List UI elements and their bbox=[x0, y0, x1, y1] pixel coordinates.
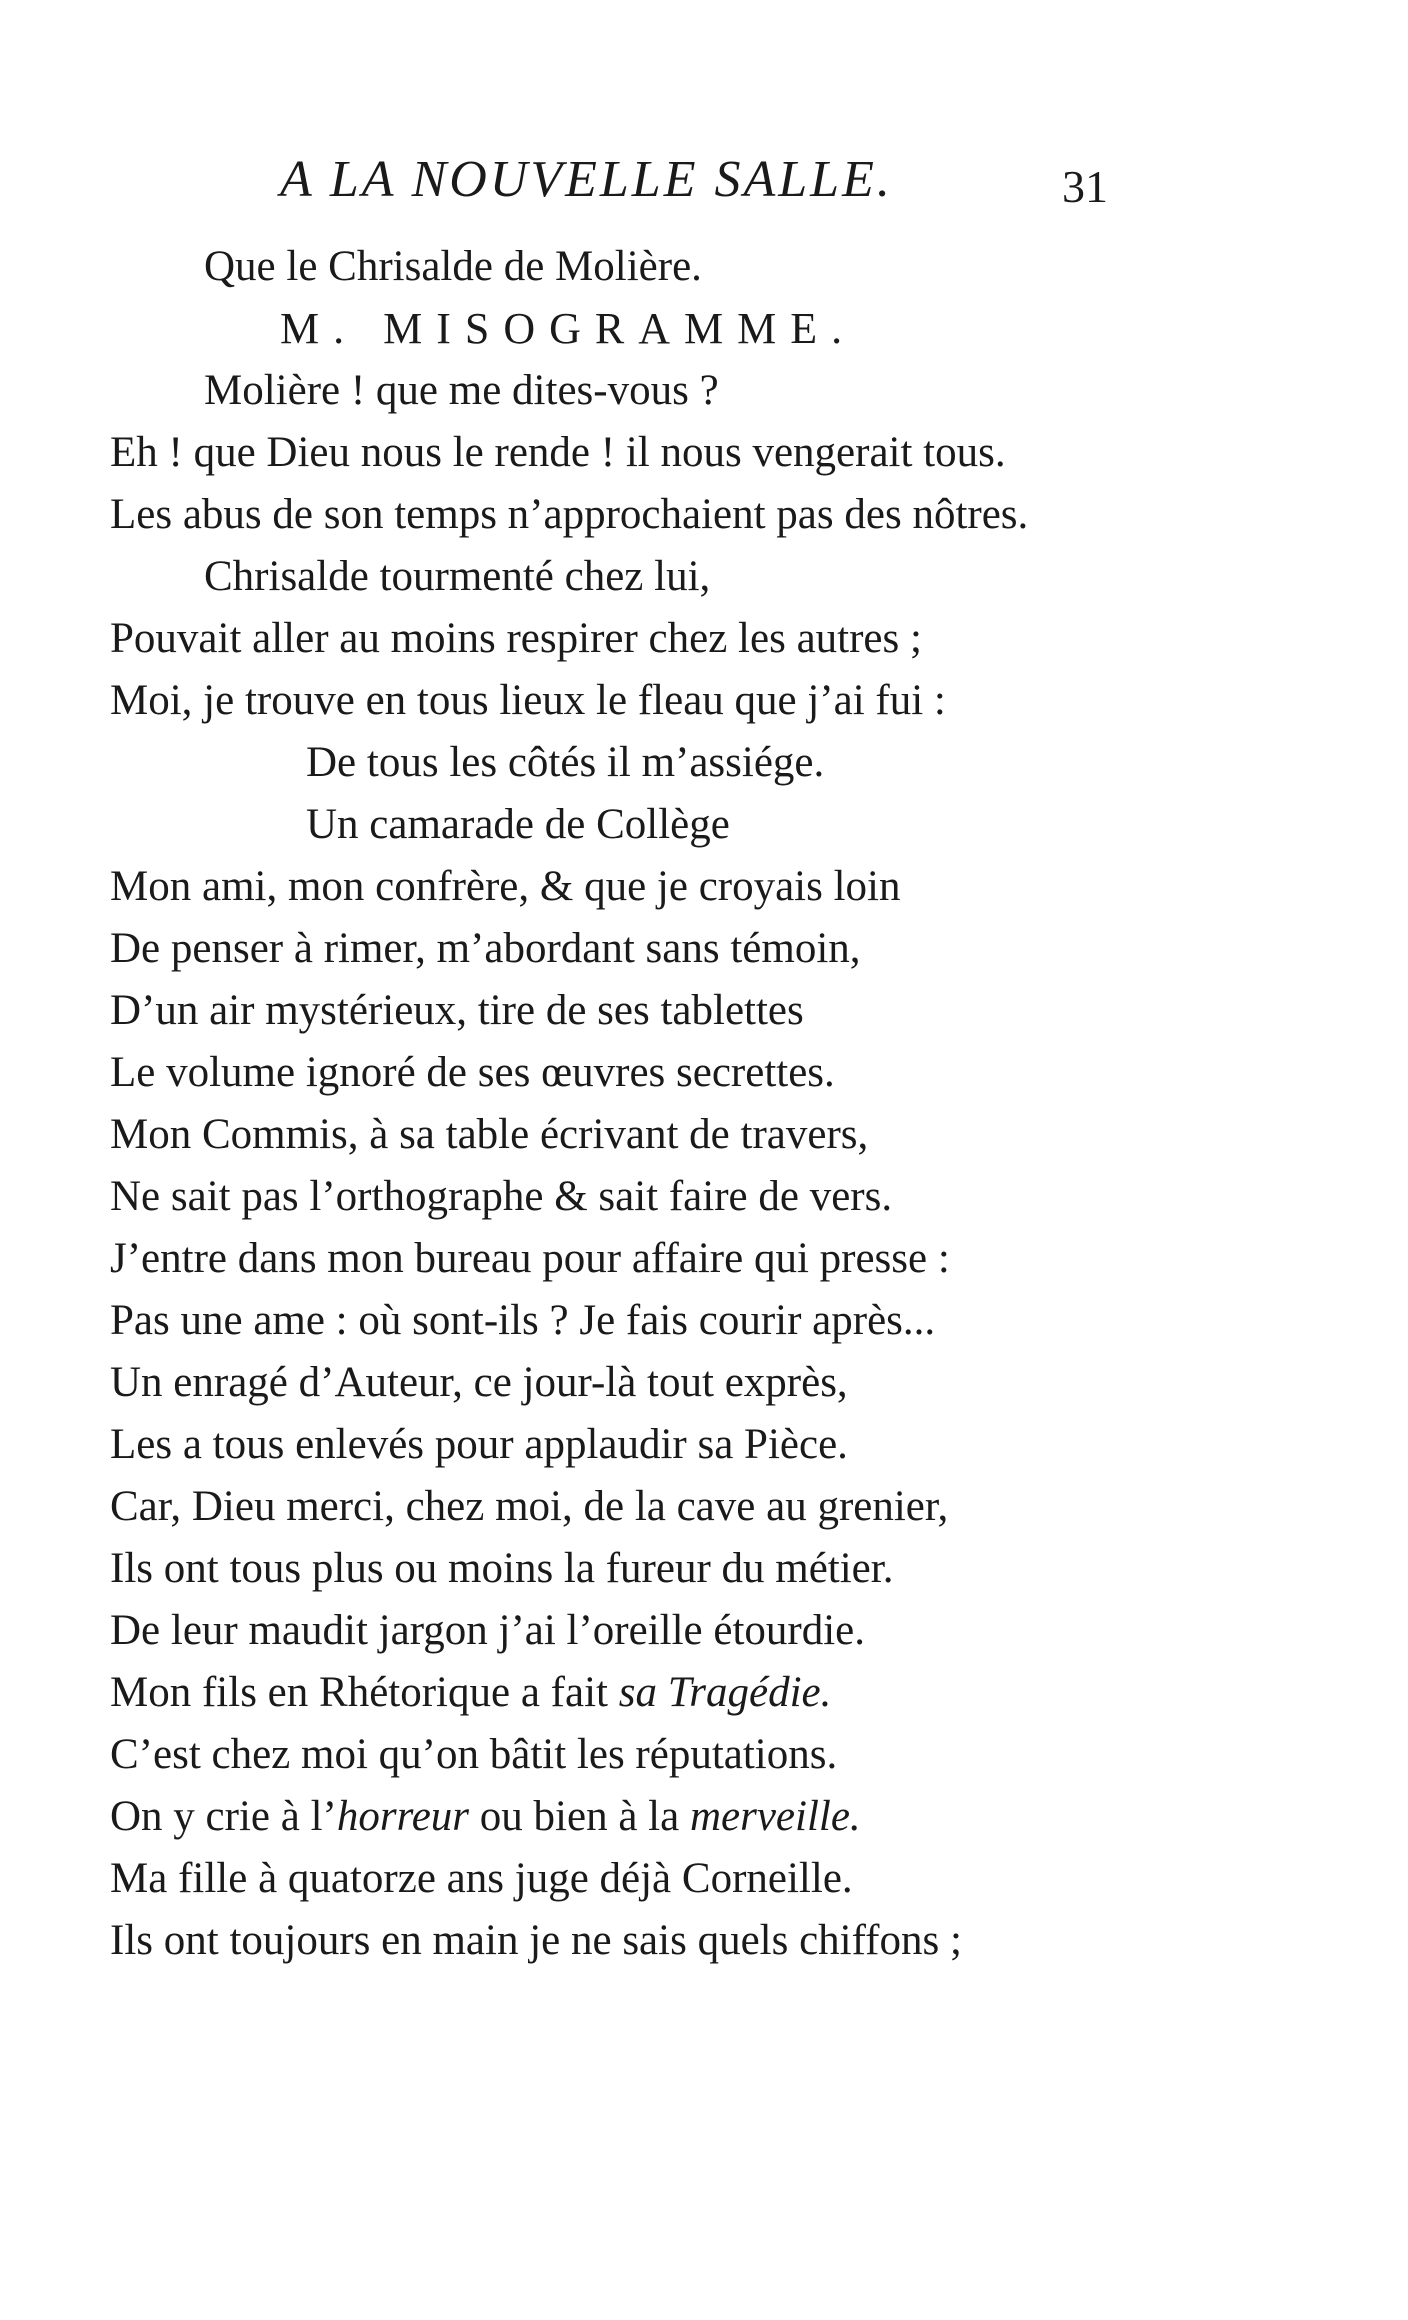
verse-line: Ils ont toujours en main je ne sais quels chiffons ; bbox=[110, 1917, 962, 1964]
page-number: 31 bbox=[1062, 161, 1108, 212]
verse-line: Chrisalde tourmenté chez lui, bbox=[204, 553, 711, 600]
verse-line: De penser à rimer, m’abordant sans témoin, bbox=[110, 925, 861, 972]
verse-line: Le volume ignoré de ses œuvres secrettes. bbox=[110, 1049, 835, 1096]
speaker-name: M. MISOGRAMME. bbox=[280, 304, 857, 353]
verse-line: Les abus de son temps n’approchaient pas des nôtres. bbox=[110, 491, 1029, 538]
verse-line: Eh ! que Dieu nous le rende ! il nous vengerait tous. bbox=[110, 429, 1006, 476]
verse-line: Que le Chrisalde de Molière. bbox=[204, 243, 702, 290]
verse-text-span: On y crie à l’ bbox=[110, 1793, 337, 1840]
verse-line: J’entre dans mon bureau pour affaire qui presse : bbox=[110, 1235, 950, 1282]
verse-text bbox=[0, 236, 1408, 1972]
verse-line: C’est chez moi qu’on bâtit les réputations. bbox=[110, 1731, 838, 1778]
verse-line: De tous les côtés il m’assiége. bbox=[306, 739, 825, 786]
verse-line: Mon Commis, à sa table écrivant de travers, bbox=[110, 1111, 869, 1158]
verse-line: D’un air mystérieux, tire de ses tablettes bbox=[110, 987, 804, 1034]
verse-line: Car, Dieu merci, chez moi, de la cave au grenier, bbox=[110, 1483, 949, 1530]
verse-line: Moi, je trouve en tous lieux le fleau que j’ai fui : bbox=[110, 677, 946, 724]
italic-word: merveille. bbox=[689, 1793, 861, 1840]
italic-title: sa Tragédie. bbox=[618, 1669, 832, 1716]
verse-text-span: Mon fils en Rhétorique a fait bbox=[110, 1669, 619, 1716]
verse-line: Les a tous enlevés pour applaudir sa Pièce. bbox=[110, 1421, 848, 1468]
verse-line: Un camarade de Collège bbox=[306, 801, 730, 848]
verse-line bbox=[0, 1786, 1408, 1848]
verse-line bbox=[0, 1662, 1408, 1724]
verse-line: Un enragé d’Auteur, ce jour-là tout exprès, bbox=[110, 1359, 848, 1406]
verse-line: Ne sait pas l’orthographe & sait faire de vers. bbox=[110, 1173, 893, 1220]
running-title: A LA NOUVELLE SALLE. bbox=[280, 151, 893, 208]
verse-line: Pas une ame : où sont-ils ? Je fais courir après... bbox=[110, 1297, 936, 1344]
italic-word: horreur bbox=[336, 1793, 470, 1840]
verse-line: Ils ont tous plus ou moins la fureur du métier. bbox=[110, 1545, 894, 1592]
verse-line: Pouvait aller au moins respirer chez les autres ; bbox=[110, 615, 922, 662]
verse-line: Mon ami, mon confrère, & que je croyais loin bbox=[110, 863, 901, 910]
verse-line: Ma fille à quatorze ans juge déjà Corneille. bbox=[110, 1855, 853, 1902]
verse-text-span: ou bien à la bbox=[469, 1793, 690, 1840]
verse-line: Molière ! que me dites-vous ? bbox=[204, 367, 719, 414]
verse-line: De leur maudit jargon j’ai l’oreille étourdie. bbox=[110, 1607, 866, 1654]
